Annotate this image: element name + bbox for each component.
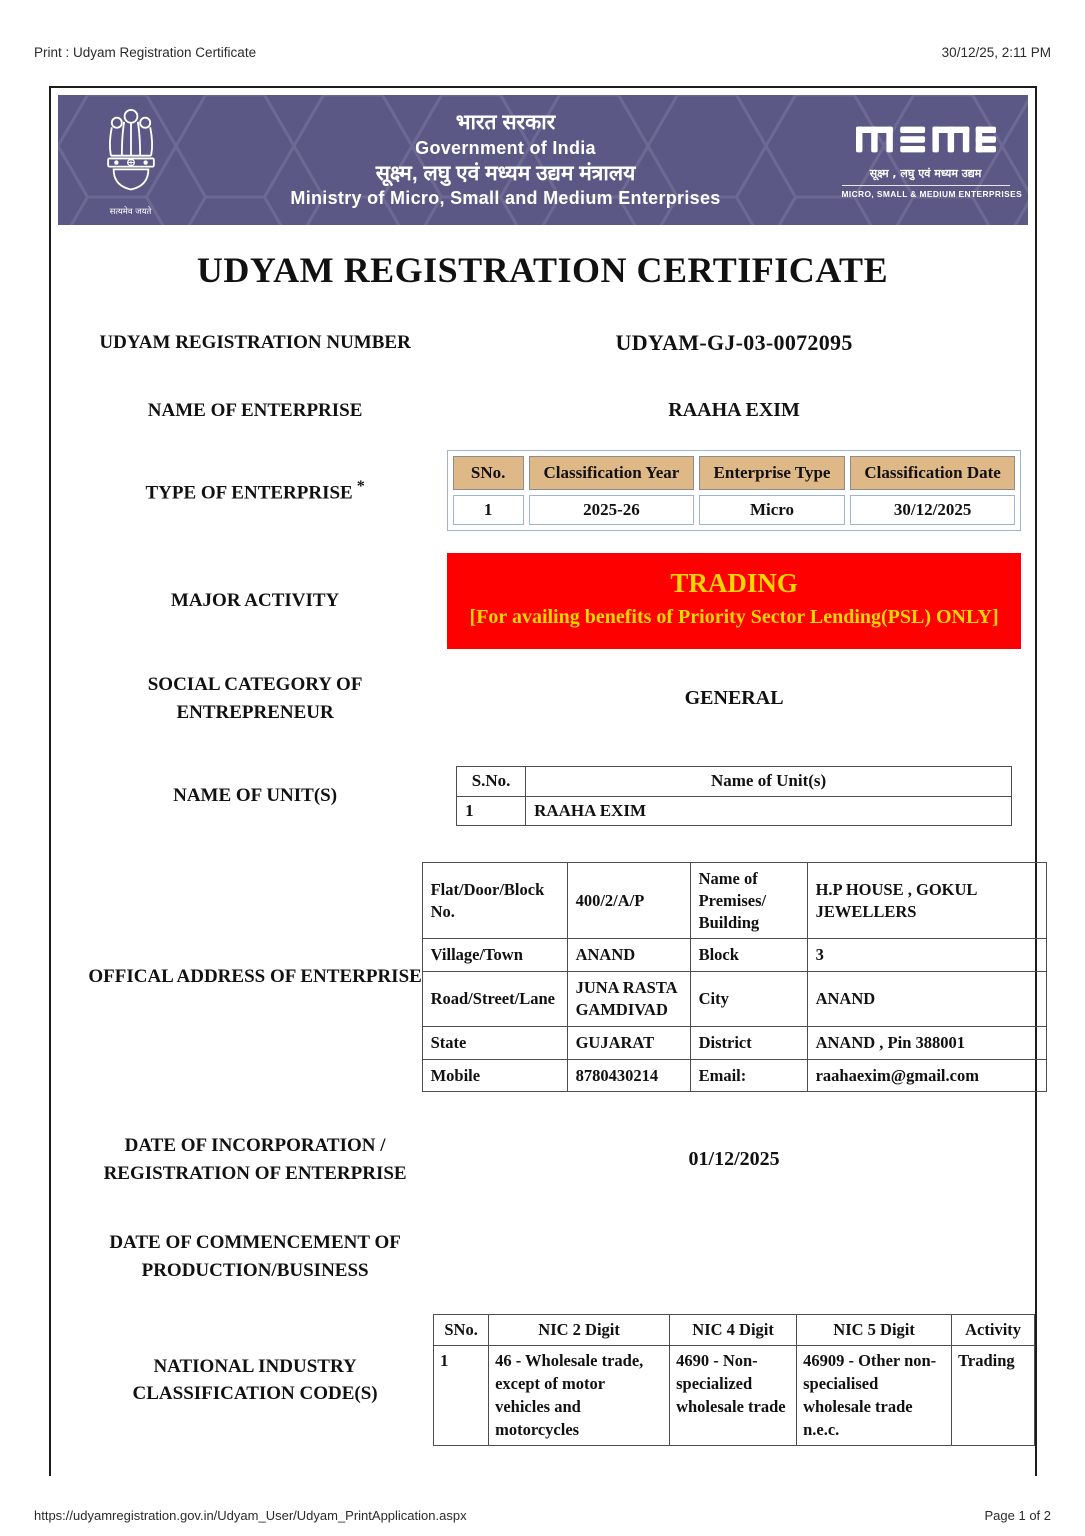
address-table-cell: State <box>422 1026 567 1059</box>
urn-label: UDYAM REGISTRATION NUMBER <box>99 332 411 353</box>
major-activity-row <box>58 553 1028 649</box>
type-of-enterprise-row <box>58 450 1028 531</box>
address-table-cell: ANAND , Pin 388001 <box>807 1026 1046 1059</box>
print-header-datetime: 30/12/25, 2:11 PM <box>941 45 1051 60</box>
enterprise-name-label: NAME OF ENTERPRISE <box>147 399 363 421</box>
name-of-units-label: NAME OF UNIT(S) <box>173 785 338 807</box>
nic-table-cell: 1 <box>434 1346 489 1446</box>
units-table-header-cell: Name of Unit(s) <box>526 767 1012 796</box>
official-address-label: OFFICAL ADDRESS OF ENTERPRISE <box>88 966 422 988</box>
enterprise-name-value: RAAHA EXIM <box>668 398 800 421</box>
nic-codes-label: NATIONAL INDUSTRY CLASSIFICATION CODE(S) <box>132 1355 378 1405</box>
date-of-incorporation-value: 01/12/2025 <box>688 1148 780 1171</box>
address-table-cell: District <box>690 1026 807 1059</box>
units-table-cell: 1 <box>457 796 526 825</box>
date-of-commencement-label: DATE OF COMMENCEMENT OF PRODUCTION/BUSINESS <box>109 1232 401 1281</box>
units-table <box>456 766 1012 826</box>
type-table-cell: Micro <box>699 495 845 525</box>
table-row <box>422 863 1046 939</box>
type-table-header-cell: Classification Date <box>850 456 1016 490</box>
print-footer <box>0 1508 1085 1523</box>
address-table-cell: Village/Town <box>422 939 567 972</box>
print-header <box>0 0 1085 60</box>
table-row <box>434 1346 1035 1446</box>
date-of-incorporation-label: DATE OF INCORPORATION / REGISTRATION OF ENTERPRISE <box>103 1135 407 1184</box>
type-table-cell: 2025-26 <box>529 495 695 525</box>
address-table-cell: Email: <box>690 1059 807 1092</box>
print-footer-page: Page 1 of 2 <box>984 1508 1051 1524</box>
major-activity-label: MAJOR ACTIVITY <box>170 590 340 612</box>
social-category-row <box>58 671 1028 726</box>
address-table-cell: JUNA RASTA GAMDIVAD <box>567 972 690 1027</box>
india-emblem <box>92 104 170 217</box>
nic-table-cell: 4690 - Non-specialized wholesale trade <box>670 1346 797 1446</box>
nic-table-cell: 46909 - Other non-specialised wholesale trade n.e.c. <box>797 1346 952 1446</box>
ashoka-lion-capital-icon <box>99 104 163 200</box>
table-row <box>422 972 1046 1027</box>
nic-table <box>433 1314 1035 1446</box>
address-table-cell: ANAND <box>807 972 1046 1027</box>
nic-table-header-cell: NIC 4 Digit <box>670 1315 797 1346</box>
address-table-cell: Block <box>690 939 807 972</box>
address-table-cell: raahaexim@gmail.com <box>807 1059 1046 1092</box>
units-table-header-cell: S.No. <box>457 767 526 796</box>
msme-wordmark-icon <box>856 121 996 158</box>
asterisk-marker: * <box>356 477 365 495</box>
banner-english-government: Government of India <box>415 137 596 158</box>
msme-logo-hindi: सूक्ष्म , लघु एवं मध्यम उद्यम <box>842 163 1010 186</box>
major-activity-value: TRADING <box>670 568 798 599</box>
table-row <box>457 796 1012 825</box>
nic-table-header-cell: Activity <box>952 1315 1035 1346</box>
msme-logo-english: MICRO, SMALL & MEDIUM ENTERPRISES <box>841 189 1023 199</box>
date-of-incorporation-row <box>58 1132 1028 1187</box>
type-table-cell: 30/12/2025 <box>850 495 1016 525</box>
table-row <box>422 1059 1046 1092</box>
table-header-row <box>453 456 1016 490</box>
urn-value: UDYAM-GJ-03-0072095 <box>615 329 853 355</box>
emblem-caption: सत्यमेव जयते <box>109 206 152 217</box>
table-header-row <box>434 1315 1035 1346</box>
name-of-units-row <box>58 766 1028 826</box>
social-category-value: GENERAL <box>684 687 784 710</box>
address-table-cell: 8780430214 <box>567 1059 690 1092</box>
major-activity-note: [For availing benefits of Priority Sector Lending(PSL) ONLY] <box>469 606 999 629</box>
certificate-title: UDYAM REGISTRATION CERTIFICATE <box>196 250 889 290</box>
type-table-header-cell: SNo. <box>453 456 524 490</box>
nic-codes-row <box>58 1314 1028 1446</box>
address-table-cell: H.P HOUSE , GOKUL JEWELLERS <box>807 863 1046 939</box>
table-row <box>422 939 1046 972</box>
nic-table-header-cell: NIC 5 Digit <box>797 1315 952 1346</box>
address-table-cell: GUJARAT <box>567 1026 690 1059</box>
date-of-commencement-row <box>58 1229 1028 1284</box>
type-of-enterprise-label: TYPE OF ENTERPRISE * <box>145 477 365 504</box>
msme-logo <box>841 121 1023 199</box>
type-of-enterprise-table <box>447 450 1022 531</box>
ministry-banner <box>58 95 1028 225</box>
certificate-page <box>49 86 1037 1476</box>
social-category-label: SOCIAL CATEGORY OF ENTREPRENEUR <box>147 674 363 723</box>
table-row <box>453 495 1016 525</box>
print-header-title: Print : Udyam Registration Certificate <box>34 45 257 60</box>
address-table-cell: 3 <box>807 939 1046 972</box>
banner-hindi-government: भारत सरकार <box>455 111 556 135</box>
banner-english-ministry: Ministry of Micro, Small and Medium Enterprises <box>290 188 721 209</box>
type-table-header-cell: Classification Year <box>529 456 695 490</box>
units-table-cell: RAAHA EXIM <box>526 796 1012 825</box>
nic-table-cell: 46 - Wholesale trade, except of motor vehicles and motorcycles <box>489 1346 670 1446</box>
address-table-cell: Flat/Door/Block No. <box>422 863 567 939</box>
address-table-cell: 400/2/A/P <box>567 863 690 939</box>
banner-text-block <box>170 109 842 210</box>
official-address-row <box>58 862 1028 1092</box>
major-activity-banner <box>447 553 1022 649</box>
nic-table-header-cell: SNo. <box>434 1315 489 1346</box>
nic-table-cell: Trading <box>952 1346 1035 1446</box>
address-table-cell: Mobile <box>422 1059 567 1092</box>
address-table-cell: Road/Street/Lane <box>422 972 567 1027</box>
urn-row <box>58 329 1028 357</box>
table-header-row <box>457 767 1012 796</box>
address-table-cell: Name of Premises/ Building <box>690 863 807 939</box>
print-footer-url: https://udyamregistration.gov.in/Udyam_User/Udyam_PrintApplication.aspx <box>34 1508 467 1524</box>
type-table-cell: 1 <box>453 495 524 525</box>
address-table-cell: City <box>690 972 807 1027</box>
enterprise-name-row <box>58 397 1028 425</box>
type-table-header-cell: Enterprise Type <box>699 456 845 490</box>
nic-table-header-cell: NIC 2 Digit <box>489 1315 670 1346</box>
address-table <box>422 862 1047 1092</box>
table-row <box>422 1026 1046 1059</box>
address-table-cell: ANAND <box>567 939 690 972</box>
banner-hindi-ministry: सूक्ष्म, लघु एवं मध्यम उद्यम मंत्रालय <box>375 162 636 185</box>
